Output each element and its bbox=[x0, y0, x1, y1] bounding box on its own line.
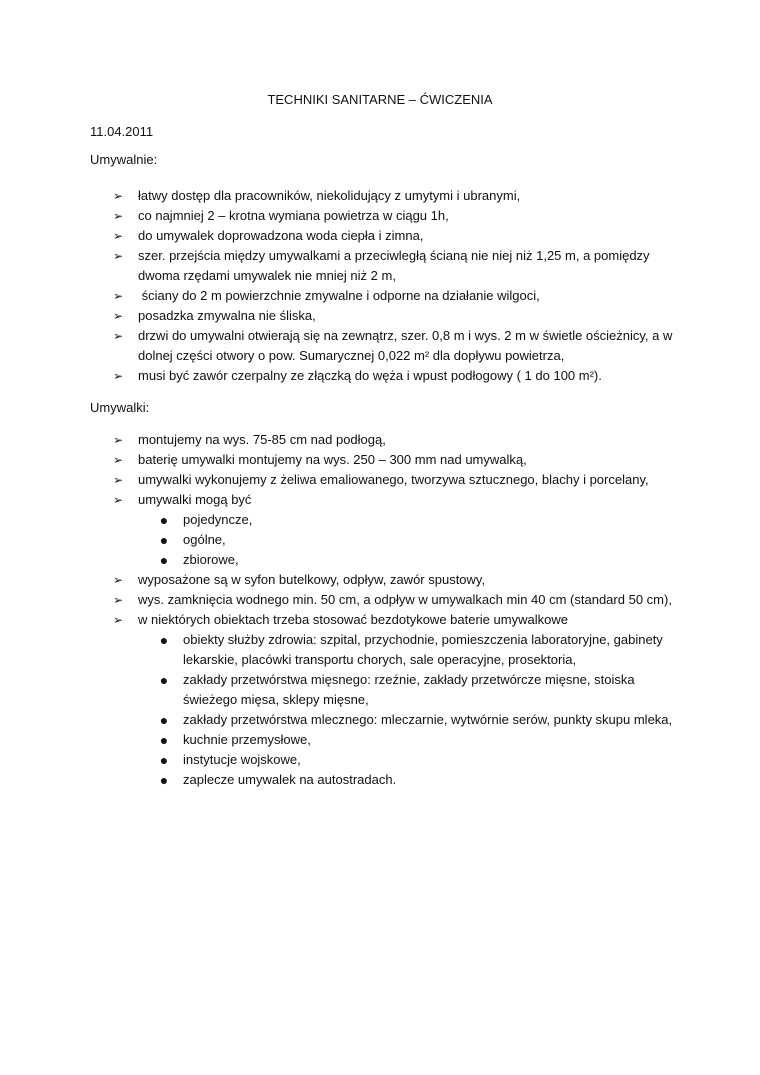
list-item: ➢ do umywalek doprowadzona woda ciepła i zimna, bbox=[0, 226, 760, 246]
list-item: ➢ co najmniej 2 – krotna wymiana powietrza w ciągu 1h, bbox=[0, 206, 760, 226]
list-item: ➢ umywalki wykonujemy z żeliwa emaliowanego, tworzywa sztucznego, blachy i porcelany, bbox=[0, 470, 760, 490]
bullet-icon: ● bbox=[159, 672, 169, 688]
sub-list-item: ● zakłady przetwórstwa mięsnego: rzeźnie, zakłady przetwórcze mięsne, stoiska świeżego mięsa, sklepy mięsne, bbox=[0, 670, 760, 710]
list-item: ➢ wyposażone są w syfon butelkowy, odpływ, zawór spustowy, bbox=[0, 570, 760, 590]
list-item: ➢ w niektórych obiektach trzeba stosować bezdotykowe baterie umywalkowe bbox=[0, 610, 760, 630]
sub-list-item: ● pojedyncze, bbox=[0, 510, 760, 530]
arrow-icon: ➢ bbox=[112, 369, 124, 383]
bullet-icon: ● bbox=[159, 752, 169, 768]
sub-list-item: ● zakłady przetwórstwa mlecznego: mleczarnie, wytwórnie serów, punkty skupu mleka, bbox=[0, 710, 760, 730]
list-item: ➢ posadzka zmywalna nie śliska, bbox=[0, 306, 760, 326]
list-item: ➢ łatwy dostęp dla pracowników, niekolidujący z umytymi i ubranymi, bbox=[0, 186, 760, 206]
sub-list-item: ● zaplecze umywalek na autostradach. bbox=[0, 770, 760, 790]
list-item: ➢ baterię umywalki montujemy na wys. 250 – 300 mm nad umywalką, bbox=[0, 450, 760, 470]
bullet-icon: ● bbox=[159, 512, 169, 528]
arrow-icon: ➢ bbox=[112, 309, 124, 323]
arrow-icon: ➢ bbox=[112, 329, 124, 343]
arrow-icon: ➢ bbox=[112, 453, 124, 467]
sub-list-item: ● ogólne, bbox=[0, 530, 760, 550]
list-item: ➢ musi być zawór czerpalny ze złączką do węża i wpust podłogowy ( 1 do 100 m²). bbox=[0, 366, 760, 386]
arrow-icon: ➢ bbox=[112, 249, 124, 263]
arrow-icon: ➢ bbox=[112, 229, 124, 243]
arrow-icon: ➢ bbox=[112, 493, 124, 507]
arrow-icon: ➢ bbox=[112, 189, 124, 203]
bullet-icon: ● bbox=[159, 552, 169, 568]
section-heading-umywalki: Umywalki: bbox=[90, 400, 150, 415]
umywalnie-list bbox=[0, 186, 760, 386]
bullet-icon: ● bbox=[159, 732, 169, 748]
arrow-icon: ➢ bbox=[112, 289, 124, 303]
arrow-icon: ➢ bbox=[112, 573, 124, 587]
list-item: ➢ wys. zamknięcia wodnego min. 50 cm, a odpływ w umywalkach min 40 cm (standard 50 cm), bbox=[0, 590, 760, 610]
list-item: ➢ szer. przejścia między umywalkami a przeciwległą ścianą nie niej niż 1,25 m, a pomiędzy dwoma rzędami umywalek nie mniej niż 2 m, bbox=[112, 248, 650, 283]
arrow-icon: ➢ bbox=[112, 473, 124, 487]
list-item: ➢ ściany do 2 m powierzchnie zmywalne i odporne na działanie wilgoci, bbox=[0, 286, 760, 306]
list-item: ➢ montujemy na wys. 75-85 cm nad podłogą, bbox=[0, 430, 760, 450]
bullet-icon: ● bbox=[159, 712, 169, 728]
sub-list-item: ● instytucje wojskowe, bbox=[0, 750, 760, 770]
arrow-icon: ➢ bbox=[112, 613, 124, 627]
bullet-icon: ● bbox=[159, 772, 169, 788]
arrow-icon: ➢ bbox=[112, 209, 124, 223]
sub-list-item: ● obiekty służby zdrowia: szpital, przychodnie, pomieszczenia laboratoryjne, gabinety lekarskie, placówki transportu chorych, sale operacyjne, prosektoria, bbox=[0, 630, 760, 670]
bullet-icon: ● bbox=[159, 532, 169, 548]
arrow-icon: ➢ bbox=[112, 433, 124, 447]
bullet-icon: ● bbox=[159, 632, 169, 648]
document-date: 11.04.2011 bbox=[90, 124, 154, 139]
sub-list-item: ● zbiorowe, bbox=[0, 550, 760, 570]
list-item: ➢ drzwi do umywalni otwierają się na zewnątrz, szer. 0,8 m i wys. 2 m w świetle ościeżnicy, a w dolnej części otwory o pow. Sumarycznej 0,022 m² dla dopływu powietrza, bbox=[112, 328, 673, 363]
sub-list-item: ● kuchnie przemysłowe, bbox=[0, 730, 760, 750]
section-heading-umywalnie: Umywalnie: bbox=[90, 152, 158, 167]
list-item: ➢ umywalki mogą być bbox=[0, 490, 760, 510]
umywalki-list bbox=[0, 430, 760, 790]
document-title: TECHNIKI SANITARNE – ĆWICZENIA bbox=[267, 92, 493, 107]
arrow-icon: ➢ bbox=[112, 593, 124, 607]
